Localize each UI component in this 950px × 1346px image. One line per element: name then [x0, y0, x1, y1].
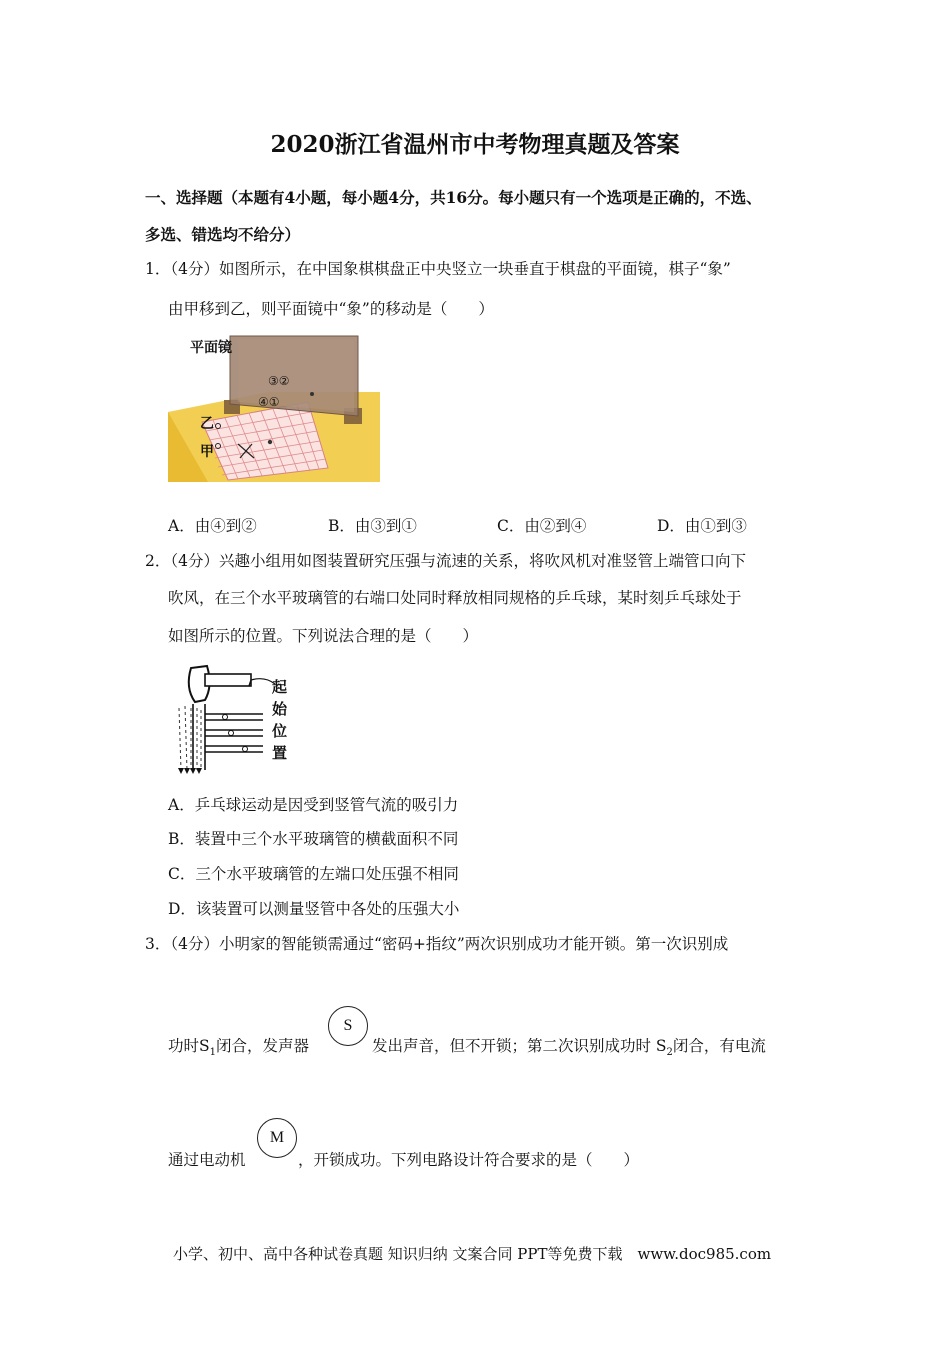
q1-figure-chessboard-mirror: [168, 330, 380, 482]
mirror-marks-bottom: ④①: [258, 395, 280, 409]
section-heading-line2: 多选、错选均不给分）: [145, 225, 301, 244]
section-heading-line1: 一、选择题（本题有4小题，每小题4分，共16分。每小题只有一个选项是正确的，不选、: [145, 188, 762, 207]
q2-option-a: A．乒乓球运动是因受到竖管气流的吸引力: [168, 796, 459, 814]
q2-option-b: B．装置中三个水平玻璃管的横截面积不同: [168, 830, 459, 848]
page-title: 2020浙江省温州市中考物理真题及答案: [270, 131, 680, 158]
q1-option-a: A．由④到②: [168, 517, 257, 535]
q2-line1: 2．（4分）兴趣小组用如图装置研究压强与流速的关系，将吹风机对准竖管上端管口向下: [145, 552, 746, 570]
q3-line2: [168, 1034, 309, 1058]
subscript-2: 2: [666, 1047, 673, 1059]
page-footer: 小学、初中、高中各种试卷真题 知识归纳 文案合同 PPT等免费下载 www.doc985.com: [173, 1245, 772, 1263]
q3-line3-part-b: ，开锁成功。下列电路设计符合要求的是（ ）: [298, 1151, 640, 1169]
label-char-2: 始: [272, 700, 288, 718]
q1-line2: 由甲移到乙，则平面镜中“象”的移动是（ ）: [168, 300, 494, 318]
q3-line2-part-c: 发出声音，但不开锁；第二次识别成功时 S: [372, 1037, 667, 1055]
q3-line2-continued: [372, 1034, 766, 1058]
q2-figure-apparatus: [165, 658, 300, 776]
q3-line2-part-d: 闭合，有电流: [672, 1037, 766, 1055]
mirror-label: 平面镜: [190, 340, 232, 356]
q1-option-b: B．由③到①: [328, 517, 417, 535]
label-char-4: 置: [272, 744, 288, 762]
q2-option-d: D．该装置可以测量竖管中各处的压强大小: [168, 900, 460, 918]
label-jia: 甲: [200, 444, 214, 460]
q1-option-d: D．由①到③: [657, 517, 747, 535]
label-char-3: 位: [272, 722, 288, 740]
q1-line1: 1．（4分）如图所示，在中国象棋棋盘正中央竖立一块垂直于棋盘的平面镜，棋子“象”: [145, 260, 731, 278]
q2-option-c: C．三个水平玻璃管的左端口处压强不相同: [168, 865, 459, 883]
q2-line2: 吹风，在三个水平玻璃管的右端口处同时释放相同规格的乒乓球，某时刻乒乓球处于: [168, 589, 742, 607]
q1-option-c: C．由②到④: [497, 517, 587, 535]
q2-line3: 如图所示的位置。下列说法合理的是（ ）: [168, 627, 479, 645]
subscript-1: 1: [209, 1047, 216, 1059]
buzzer-symbol-s: S: [328, 1006, 368, 1046]
label-yi: 乙: [200, 416, 214, 432]
q3-line3-part-a: 通过电动机: [168, 1151, 246, 1169]
q3-line2-part-b: 闭合，发声器: [216, 1037, 310, 1055]
q3-line2-part-a: 功时S: [168, 1037, 210, 1055]
q3-line1: 3．（4分）小明家的智能锁需通过“密码+指纹”两次识别成功才能开锁。第一次识别成: [145, 935, 729, 953]
mirror-marks-top: ③②: [268, 374, 290, 388]
label-char-1: 起: [272, 678, 288, 696]
motor-symbol-m: M: [257, 1118, 297, 1158]
